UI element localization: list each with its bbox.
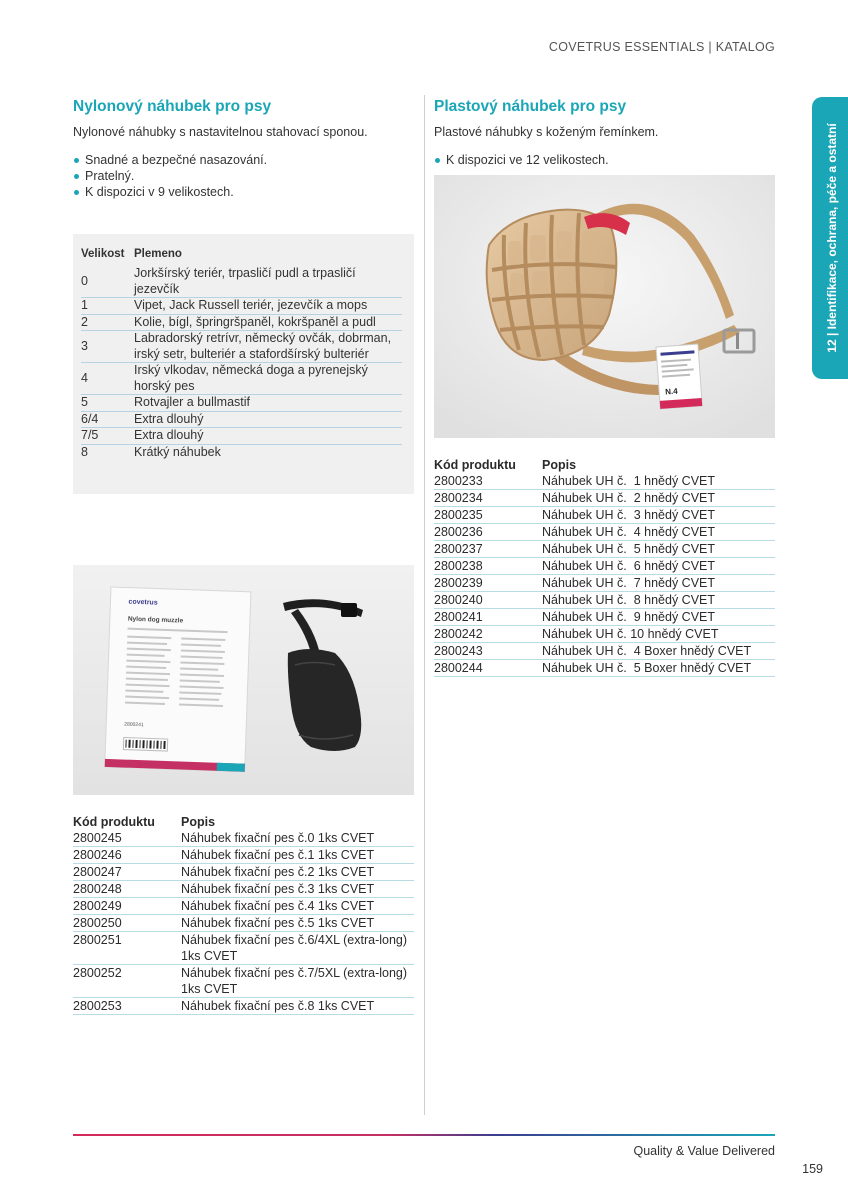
product-code: 2800248 — [73, 881, 181, 898]
breed-cell: Rotvajler a bullmastif — [134, 395, 402, 412]
product-code: 2800251 — [73, 932, 181, 965]
breed-cell: Kolie, bígl, špringršpaněl, kokršpaněl a pudl — [134, 314, 402, 331]
table-row — [81, 363, 402, 395]
product-code: 2800241 — [434, 609, 542, 626]
product-code: 2800237 — [434, 541, 542, 558]
product-code: 2800247 — [73, 864, 181, 881]
table-row — [434, 609, 775, 626]
table-row — [434, 524, 775, 541]
product-code: 2800239 — [434, 575, 542, 592]
description-header: Popis — [181, 815, 216, 829]
plastic-muzzle-photo — [434, 175, 775, 438]
nylon-muzzle-bullets — [73, 152, 267, 200]
product-code: 2800236 — [434, 524, 542, 541]
nylon-muzzle-photo — [73, 565, 414, 795]
product-description: Náhubek UH č. 6 hnědý CVET — [542, 558, 775, 575]
product-description: Náhubek fixační pes č.1 1ks CVET — [181, 847, 414, 864]
product-code: 2800233 — [434, 473, 542, 490]
table-row — [81, 314, 402, 331]
table-row — [81, 266, 402, 298]
table-row — [434, 643, 775, 660]
product-description: Náhubek fixační pes č.8 1ks CVET — [181, 998, 414, 1015]
size-cell: 5 — [81, 395, 134, 412]
breed-cell: Vipet, Jack Russell teriér, jezevčík a mops — [134, 298, 402, 315]
table-row — [81, 395, 402, 412]
product-code: 2800243 — [434, 643, 542, 660]
table-row — [73, 915, 414, 932]
bullet-item: Pratelný. — [73, 168, 267, 184]
table-row — [434, 490, 775, 507]
size-header: Velikost — [81, 248, 125, 260]
table-row — [434, 626, 775, 643]
product-description: Náhubek UH č. 4 Boxer hnědý CVET — [542, 643, 775, 660]
product-description: Náhubek UH č. 2 hnědý CVET — [542, 490, 775, 507]
product-code: 2800238 — [434, 558, 542, 575]
description-header: Popis — [542, 458, 577, 472]
size-cell: 7/5 — [81, 428, 134, 445]
table-row — [73, 965, 414, 998]
size-cell: 2 — [81, 314, 134, 331]
breed-cell: Krátký náhubek — [134, 444, 221, 459]
chapter-tab[interactable] — [812, 97, 848, 379]
product-description: Náhubek UH č. 4 hnědý CVET — [542, 524, 775, 541]
table-row — [81, 428, 402, 445]
box-code: 2800241 — [124, 721, 144, 729]
box-title: Nylon dog muzzle — [127, 615, 184, 625]
breed-cell: Irský vlkodav, německá doga a pyrenejský horský pes — [134, 363, 402, 395]
table-row — [434, 660, 775, 677]
product-description: Náhubek fixační pes č.6/4XL (extra-long) 1ks CVET — [181, 932, 414, 965]
product-description: Náhubek UH č. 3 hnědý CVET — [542, 507, 775, 524]
product-description: Náhubek fixační pes č.4 1ks CVET — [181, 898, 414, 915]
bullet-item: K dispozici ve 12 velikostech. — [434, 152, 609, 168]
table-row — [434, 541, 775, 558]
product-description: Náhubek UH č. 5 hnědý CVET — [542, 541, 775, 558]
plastic-muzzle-subtitle: Plastové náhubky s koženým řemínkem. — [434, 125, 659, 139]
breed-header: Plemeno — [134, 248, 182, 260]
plastic-muzzle-bullets — [434, 152, 609, 168]
table-row — [73, 847, 414, 864]
plastic-muzzle-illustration — [434, 175, 775, 438]
breed-cell: Labradorský retrívr, německý ovčák, dobrman, irský setr, bulteriér a stafordšírský bulteriér — [134, 331, 402, 363]
size-table-box — [73, 234, 414, 494]
plastic-product-table — [434, 458, 775, 677]
product-code: 2800240 — [434, 592, 542, 609]
bullet-item: K dispozici v 9 velikostech. — [73, 184, 267, 200]
table-row — [73, 898, 414, 915]
product-description: Náhubek UH č. 10 hnědý CVET — [542, 626, 775, 643]
nylon-muzzle-subtitle: Nylonové náhubky s nastavitelnou stahovací sponou. — [73, 125, 368, 139]
product-code: 2800253 — [73, 998, 181, 1015]
nylon-muzzle-title: Nylonový náhubek pro psy — [73, 98, 272, 115]
size-cell: 6/4 — [81, 411, 134, 428]
size-cell: 1 — [81, 298, 134, 315]
product-description: Náhubek UH č. 8 hnědý CVET — [542, 592, 775, 609]
product-description: Náhubek UH č. 1 hnědý CVET — [542, 473, 775, 490]
nylon-muzzle-illustration — [73, 565, 414, 795]
product-description: Náhubek fixační pes č.3 1ks CVET — [181, 881, 414, 898]
catalog-header: COVETRUS ESSENTIALS | KATALOG — [548, 40, 775, 54]
product-code-header: Kód produktu — [434, 458, 516, 472]
product-code: 2800242 — [434, 626, 542, 643]
size-cell: 3 — [81, 331, 134, 363]
product-description: Náhubek fixační pes č.2 1ks CVET — [181, 864, 414, 881]
bullet-item: Snadné a bezpečné nasazování. — [73, 152, 267, 168]
size-cell: 4 — [81, 363, 134, 395]
size-cell: 8 — [81, 444, 88, 459]
box-brand: covetrus — [128, 598, 158, 607]
tag-size: N.4 — [664, 386, 678, 397]
product-code: 2800234 — [434, 490, 542, 507]
size-cell: 0 — [81, 266, 134, 298]
product-description: Náhubek UH č. 7 hnědý CVET — [542, 575, 775, 592]
table-row — [434, 575, 775, 592]
product-code: 2800246 — [73, 847, 181, 864]
table-row — [434, 592, 775, 609]
breed-cell: Jorkšírský teriér, trpasličí pudl a trpasličí jezevčík — [134, 266, 402, 298]
table-row — [81, 411, 402, 428]
product-description: Náhubek fixační pes č.5 1ks CVET — [181, 915, 414, 932]
table-row — [81, 298, 402, 315]
table-row — [73, 881, 414, 898]
table-row — [73, 864, 414, 881]
size-table — [81, 246, 402, 460]
product-code: 2800235 — [434, 507, 542, 524]
product-code: 2800252 — [73, 965, 181, 998]
page-number: 159 — [802, 1162, 823, 1176]
product-code-header: Kód produktu — [73, 815, 155, 829]
footer-tagline: Quality & Value Delivered — [633, 1144, 775, 1158]
nylon-product-table — [73, 815, 414, 1015]
column-divider — [424, 95, 425, 1115]
table-row — [81, 331, 402, 363]
table-row — [81, 444, 402, 460]
product-description: Náhubek fixační pes č.7/5XL (extra-long) 1ks CVET — [181, 965, 414, 998]
table-row — [73, 932, 414, 965]
table-row — [434, 473, 775, 490]
product-description: Náhubek UH č. 5 Boxer hnědý CVET — [542, 660, 775, 677]
table-row — [434, 558, 775, 575]
table-row — [434, 507, 775, 524]
table-row — [73, 830, 414, 847]
plastic-muzzle-title: Plastový náhubek pro psy — [434, 98, 627, 115]
product-description: Náhubek fixační pes č.0 1ks CVET — [181, 830, 414, 847]
footer-gradient-line — [73, 1134, 775, 1136]
table-row — [73, 998, 414, 1015]
breed-cell: Extra dlouhý — [134, 411, 402, 428]
product-code: 2800245 — [73, 830, 181, 847]
breed-cell: Extra dlouhý — [134, 428, 402, 445]
product-code: 2800250 — [73, 915, 181, 932]
chapter-tab-label: 12 | Identifikace, ochrana, péče a ostatní — [825, 123, 839, 353]
product-description: Náhubek UH č. 9 hnědý CVET — [542, 609, 775, 626]
product-code: 2800249 — [73, 898, 181, 915]
product-code: 2800244 — [434, 660, 542, 677]
